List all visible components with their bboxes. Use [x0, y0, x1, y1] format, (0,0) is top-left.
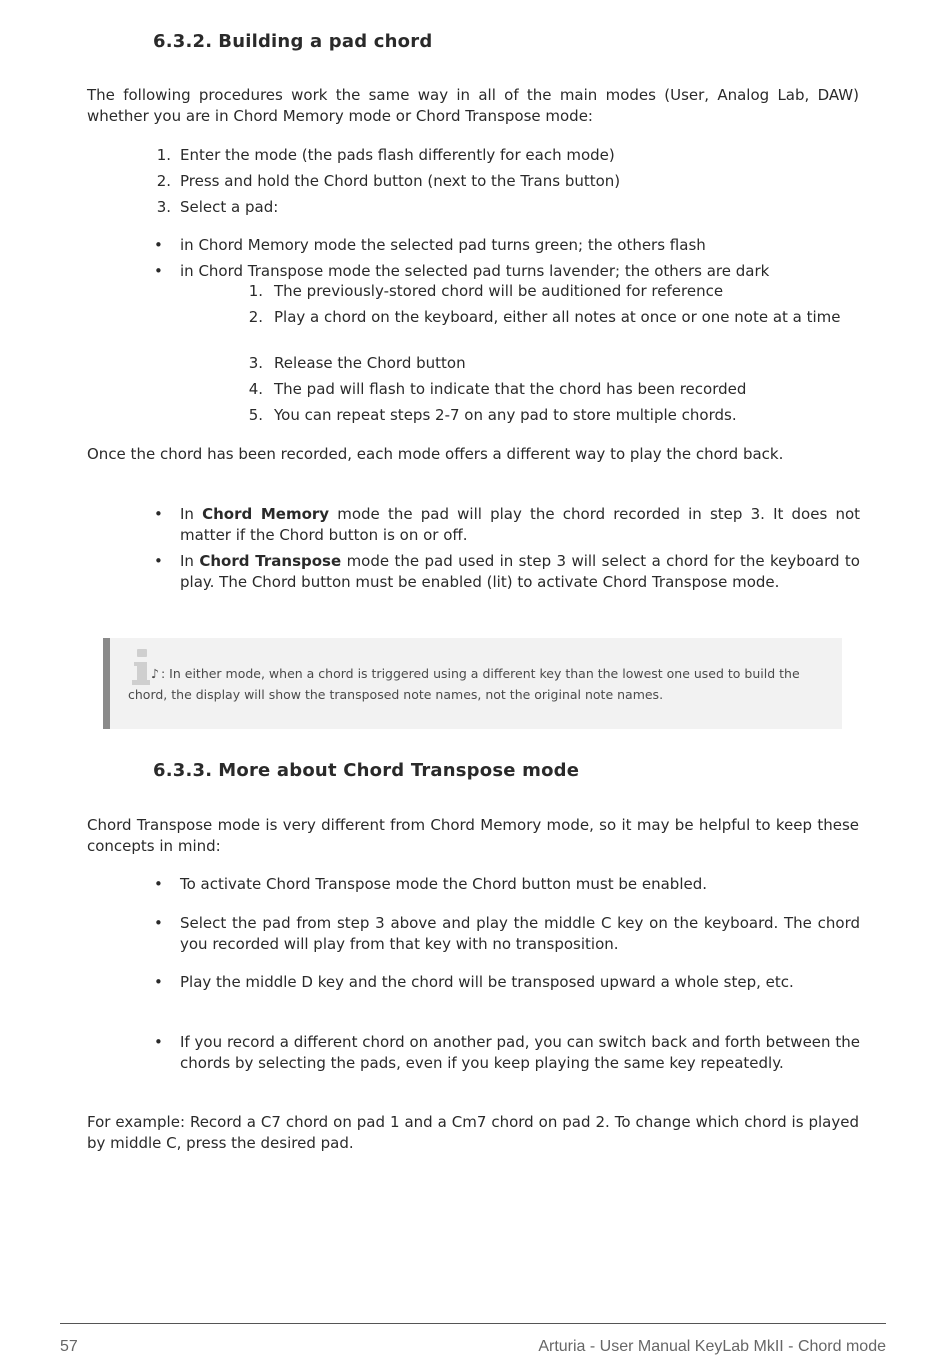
list-item: [180, 504, 860, 551]
step-text: The pad will flash to indicate that the chord has been recorded: [274, 380, 747, 398]
list-item: [248, 281, 860, 307]
list-item: • If you record a different chord on another pad, you can switch back and forth between the chords by selecting the pads, even if you keep playing the same key repeatedly.: [180, 1032, 860, 1073]
bullet-text: mode the pad will play the chord recorded in step 3. It does not matter if the Chord button is on or off.: [180, 505, 861, 544]
info-note: [103, 638, 842, 729]
mode-name: Chord Memory: [202, 505, 330, 523]
page-number: 57: [60, 1338, 78, 1355]
list-item: [156, 197, 860, 223]
concept-bullets: [180, 874, 860, 1073]
recording-sub-steps: [248, 281, 860, 426]
chord-transpose-intro: Chord Transpose mode is very different from Chord Memory mode, so it may be helpful to keep these concepts in mind:: [87, 816, 859, 855]
bullet-prefix: In: [180, 552, 200, 570]
list-item: • Play the middle D key and the chord will be transposed upward a whole step, etc.: [180, 972, 860, 1032]
list-item: [248, 307, 860, 353]
list-item: [248, 353, 860, 379]
list-item: [248, 379, 860, 405]
footer-title: Arturia - User Manual KeyLab MkII - Chord mode: [538, 1338, 886, 1355]
mode-name: Chord Transpose: [199, 552, 342, 570]
section-number: 6.3.3.: [153, 760, 213, 781]
list-item: [156, 145, 860, 171]
section-heading-6-3-2: [153, 31, 432, 52]
after-recording-paragraph: Once the chord has been recorded, each mode offers a different way to play the chord back.: [87, 445, 784, 463]
list-item: • in Chord Transpose mode the selected pad turns lavender; the others are dark: [180, 261, 860, 282]
intro-paragraph: The following procedures work the same way in all of the main modes (User, Analog Lab, DAW) whether you are in Chord Memory mode or Chord Transpose mode:: [87, 86, 859, 125]
step-number: 2.: [248, 308, 263, 326]
section-heading-6-3-3: [153, 760, 579, 781]
footer-divider: [60, 1323, 886, 1324]
step-number: 1.: [248, 282, 263, 300]
procedure-steps: [156, 145, 860, 223]
step-text: Press and hold the Chord button (next to the Trans button): [180, 172, 621, 190]
list-item: [156, 171, 860, 197]
step-number: 5.: [248, 406, 263, 424]
step-text: Select a pad:: [180, 198, 279, 216]
section-number: 6.3.2.: [153, 31, 213, 52]
step-number: 2.: [156, 172, 171, 190]
section-title: More about Chord Transpose mode: [218, 760, 580, 781]
step-number: 4.: [248, 380, 263, 398]
pad-color-bullets: [180, 235, 860, 282]
step-text: Release the Chord button: [274, 354, 466, 372]
step-text: Play a chord on the keyboard, either all notes at once or one note at a time: [274, 308, 841, 326]
note-body: : In either mode, when a chord is triggered using a different key than the lowest one used to build the chord, the display will show the transposed note names, not the original note names.: [128, 666, 800, 702]
music-note-icon: ♪: [151, 666, 159, 681]
list-item: • in Chord Memory mode the selected pad turns green; the others flash: [180, 235, 860, 261]
step-number: 1.: [156, 146, 171, 164]
example-paragraph: For example: Record a C7 chord on pad 1 and a Cm7 chord on pad 2. To change which chord is played by middle C, press the desired pad.: [87, 1113, 859, 1152]
list-item: • Select the pad from step 3 above and play the middle C key on the keyboard. The chord you recorded will play from that key with no transposition.: [180, 913, 860, 972]
section-title: Building a pad chord: [218, 31, 433, 52]
list-item: • To activate Chord Transpose mode the Chord button must be enabled.: [180, 874, 860, 913]
step-number: 3.: [248, 354, 263, 372]
bullet-text: mode the pad used in step 3 will select a chord for the keyboard to play. The Chord button must be enabled (lit) to activate Chord Transpose mode.: [180, 552, 860, 591]
step-text: The previously-stored chord will be auditioned for reference: [274, 282, 724, 300]
bullet-prefix: In: [180, 505, 203, 523]
mode-bullets: [180, 504, 860, 592]
list-item: [180, 551, 860, 592]
step-number: 3.: [156, 198, 171, 216]
step-text: Enter the mode (the pads flash differently for each mode): [180, 146, 615, 164]
note-text: [128, 663, 833, 705]
list-item: [248, 405, 860, 426]
step-text: You can repeat steps 2-7 on any pad to store multiple chords.: [274, 406, 737, 424]
